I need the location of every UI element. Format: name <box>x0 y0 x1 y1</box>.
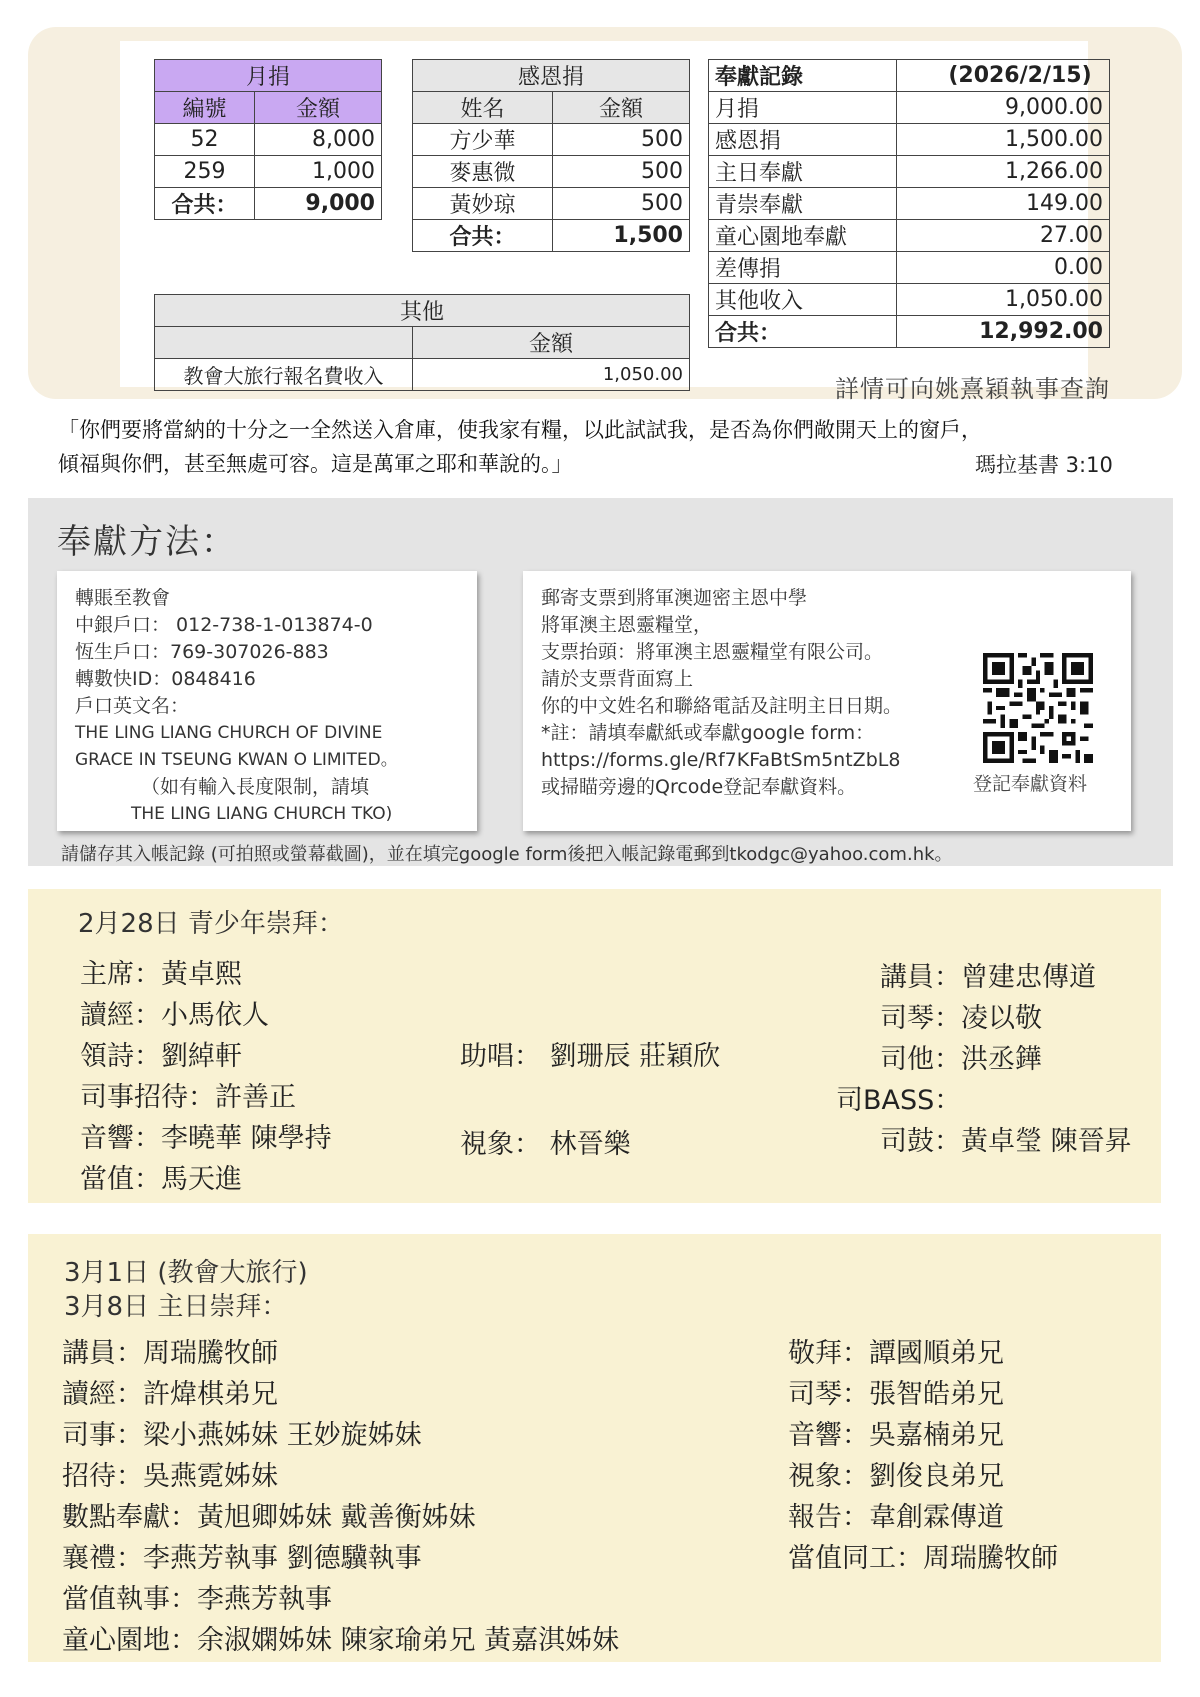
youth-service-roster <box>28 889 1161 1203</box>
thanks-name: 方少華 <box>413 124 553 156</box>
record-value: 1,266.00 <box>897 156 1110 188</box>
cheque-line: 你的中文姓名和聯絡電話及註明主日日期。 <box>541 695 903 717</box>
roster2-left-item: 讀經：許煒棋弟兄 <box>62 1379 278 1410</box>
table-row <box>413 124 690 156</box>
record-value: 9,000.00 <box>897 92 1110 124</box>
giving-footer: 請儲存其入帳記錄 (可拍照或螢幕截圖)，並在填完google form後把入帳記錄電郵到tkodgc@yahoo.com.hk。 <box>61 844 953 865</box>
finance-tables <box>120 41 1110 403</box>
qr-caption: 登記奉獻資料 <box>973 773 1088 795</box>
roster1-middle-item: 視象： 林晉樂 <box>460 1129 631 1160</box>
thanks-amount: 500 <box>553 156 690 188</box>
finance-panel <box>28 27 1182 403</box>
sunday-service-roster <box>28 1234 1161 1662</box>
roster1-left-item: 主席：黃卓熙 <box>80 959 242 990</box>
roster1-right-item: 司他：洪丞鏵 <box>880 1044 1042 1075</box>
thanks-table <box>412 59 690 252</box>
qr-code-icon[interactable] <box>983 653 1093 763</box>
roster1-right-item: 司琴：凌以敬 <box>880 1003 1042 1034</box>
cheque-line[interactable]: https://forms.gle/Rf7KFaBtSm5ntZbL8 <box>541 749 901 771</box>
transfer-line: 恆生戶口：769-307026-883 <box>75 641 329 663</box>
roster1-middle-item: 助唱： 劉珊辰 莊穎欣 <box>460 1041 721 1072</box>
cheque-line: 將軍澳主恩靈糧堂， <box>541 614 713 636</box>
roster2-left-item: 司事：梁小燕姊妹 王妙旋姊妹 <box>62 1420 422 1451</box>
monthly-amount: 8,000 <box>255 124 382 156</box>
record-label: 月捐 <box>709 92 897 124</box>
giving-panel <box>28 498 1173 866</box>
transfer-line: 轉賬至教會 <box>75 587 171 609</box>
transfer-line: 中銀戶口： 012-738-1-013874-0 <box>75 614 373 636</box>
other-amount: 1,050.00 <box>413 359 690 391</box>
record-value: 1,500.00 <box>897 124 1110 156</box>
transfer-line: 轉數快ID：0848416 <box>75 668 256 690</box>
roster2-left-item: 襄禮：李燕芳執事 劉德驥執事 <box>62 1543 422 1574</box>
monthly-table <box>154 59 382 220</box>
table-row <box>709 220 1110 252</box>
verse-line-1: 「你們要將當納的十分之一全然送入倉庫，使我家有糧，以此試試我，是否為你們敞開天上的窗戶， <box>58 418 982 442</box>
record-table <box>708 59 1110 348</box>
record-title: 奉獻記錄 <box>709 60 897 92</box>
transfer-line: THE LING LIANG CHURCH TKO) <box>131 804 393 824</box>
verse-line-2: 傾福與你們，甚至無處可容。這是萬軍之耶和華說的。」 <box>58 452 573 476</box>
other-item: 教會大旅行報名費收入 <box>155 359 413 391</box>
transfer-line: GRACE IN TSEUNG KWAN O LIMITED。 <box>75 750 398 770</box>
transfer-line: THE LING LIANG CHURCH OF DIVINE <box>75 723 383 743</box>
thanks-name: 黃妙琼 <box>413 188 553 220</box>
cheque-line: 郵寄支票到將軍澳迦密主恩中學 <box>541 587 808 609</box>
table-row <box>709 284 1110 316</box>
table-row <box>709 188 1110 220</box>
table-row <box>413 156 690 188</box>
cheque-line: *註：請填奉獻紙或奉獻google form： <box>541 722 875 744</box>
thanks-total: 1,500 <box>553 220 690 252</box>
thanks-total-label: 合共： <box>413 220 553 252</box>
thanks-col-name: 姓名 <box>413 92 553 124</box>
thanks-col-amount: 金額 <box>553 92 690 124</box>
monthly-total-label: 合共： <box>155 188 255 220</box>
roster2-left-item: 童心園地：余淑嫻姊妹 陳家瑜弟兄 黃嘉淇姊妹 <box>62 1625 620 1656</box>
record-label: 童心園地奉獻 <box>709 220 897 252</box>
table-row <box>155 124 382 156</box>
record-label: 青崇奉獻 <box>709 188 897 220</box>
table-row <box>709 124 1110 156</box>
record-label: 其他收入 <box>709 284 897 316</box>
record-date: (2026/2/15) <box>897 60 1110 92</box>
table-row <box>709 156 1110 188</box>
cheque-line: 支票抬頭：將軍澳主恩靈糧堂有限公司。 <box>541 641 884 663</box>
record-value: 27.00 <box>897 220 1110 252</box>
roster2-title-2: 3月8日 主日崇拜： <box>64 1292 288 1322</box>
roster1-right-item: 講員：曾建忠傳道 <box>880 962 1096 993</box>
roster2-left-item: 數點奉獻：黃旭卿姊妹 戴善衡姊妹 <box>62 1502 476 1533</box>
roster1-left-item: 司事招待：許善正 <box>80 1082 296 1113</box>
monthly-total: 9,000 <box>255 188 382 220</box>
roster2-right-item: 音響：吳嘉楠弟兄 <box>788 1420 1004 1451</box>
roster1-left-item: 音響：李曉華 陳學持 <box>80 1123 332 1154</box>
table-row <box>709 92 1110 124</box>
record-label: 差傳捐 <box>709 252 897 284</box>
other-col-amount: 金額 <box>413 327 690 359</box>
table-row <box>155 156 382 188</box>
thanks-amount: 500 <box>553 124 690 156</box>
monthly-no: 259 <box>155 156 255 188</box>
table-row <box>155 359 690 391</box>
verse-reference: 瑪拉基書 3:10 <box>975 453 1113 477</box>
thanks-title: 感恩捐 <box>413 60 690 92</box>
record-value: 0.00 <box>897 252 1110 284</box>
roster2-right-item: 視象：劉俊良弟兄 <box>788 1461 1004 1492</box>
record-label: 感恩捐 <box>709 124 897 156</box>
cheque-line: 請於支票背面寫上 <box>541 668 694 690</box>
monthly-col-no: 編號 <box>155 92 255 124</box>
roster1-title: 2月28日 青少年崇拜： <box>78 909 344 939</box>
roster2-title-1: 3月1日 (教會大旅行) <box>64 1258 308 1288</box>
other-title: 其他 <box>155 295 690 327</box>
roster1-left-item: 當值：馬天進 <box>80 1164 242 1195</box>
roster2-right-item: 報告：韋創霖傳道 <box>788 1502 1004 1533</box>
record-total: 12,992.00 <box>897 316 1110 348</box>
roster2-right-item: 敬拜：譚國順弟兄 <box>788 1338 1004 1369</box>
roster2-left-item: 招待：吳燕霓姊妹 <box>62 1461 278 1492</box>
table-row <box>709 252 1110 284</box>
thanks-amount: 500 <box>553 188 690 220</box>
table-row <box>413 188 690 220</box>
cheque-card <box>523 571 1131 831</box>
record-value: 1,050.00 <box>897 284 1110 316</box>
roster2-right-item: 司琴：張智皓弟兄 <box>788 1379 1004 1410</box>
record-value: 149.00 <box>897 188 1110 220</box>
transfer-card <box>57 571 477 831</box>
monthly-col-amount: 金額 <box>255 92 382 124</box>
cheque-line: 或掃瞄旁邊的Qrcode登記奉獻資料。 <box>541 776 857 798</box>
record-total-label: 合共： <box>709 316 897 348</box>
transfer-line: （如有輸入長度限制，請填 <box>141 776 370 798</box>
monthly-amount: 1,000 <box>255 156 382 188</box>
roster2-left-item: 講員：周瑞騰牧師 <box>62 1338 278 1369</box>
roster1-right-item: 司鼓：黃卓瑩 陳晉昇 <box>880 1126 1132 1157</box>
record-note: 詳情可向姚熹穎執事查詢 <box>835 375 1110 403</box>
monthly-title: 月捐 <box>155 60 382 92</box>
record-label: 主日奉獻 <box>709 156 897 188</box>
monthly-no: 52 <box>155 124 255 156</box>
roster2-right-item: 當值同工：周瑞騰牧師 <box>788 1543 1058 1574</box>
roster1-left-item: 讀經：小馬依人 <box>80 1000 269 1031</box>
roster1-left-item: 領詩：劉綽軒 <box>80 1041 242 1072</box>
roster2-left-item: 當值執事：李燕芳執事 <box>62 1584 332 1615</box>
roster1-right-item: 司BASS： <box>836 1085 962 1116</box>
transfer-line: 戶口英文名： <box>75 695 190 717</box>
giving-title: 奉獻方法： <box>57 522 237 562</box>
other-table <box>154 294 690 391</box>
thanks-name: 麥惠微 <box>413 156 553 188</box>
